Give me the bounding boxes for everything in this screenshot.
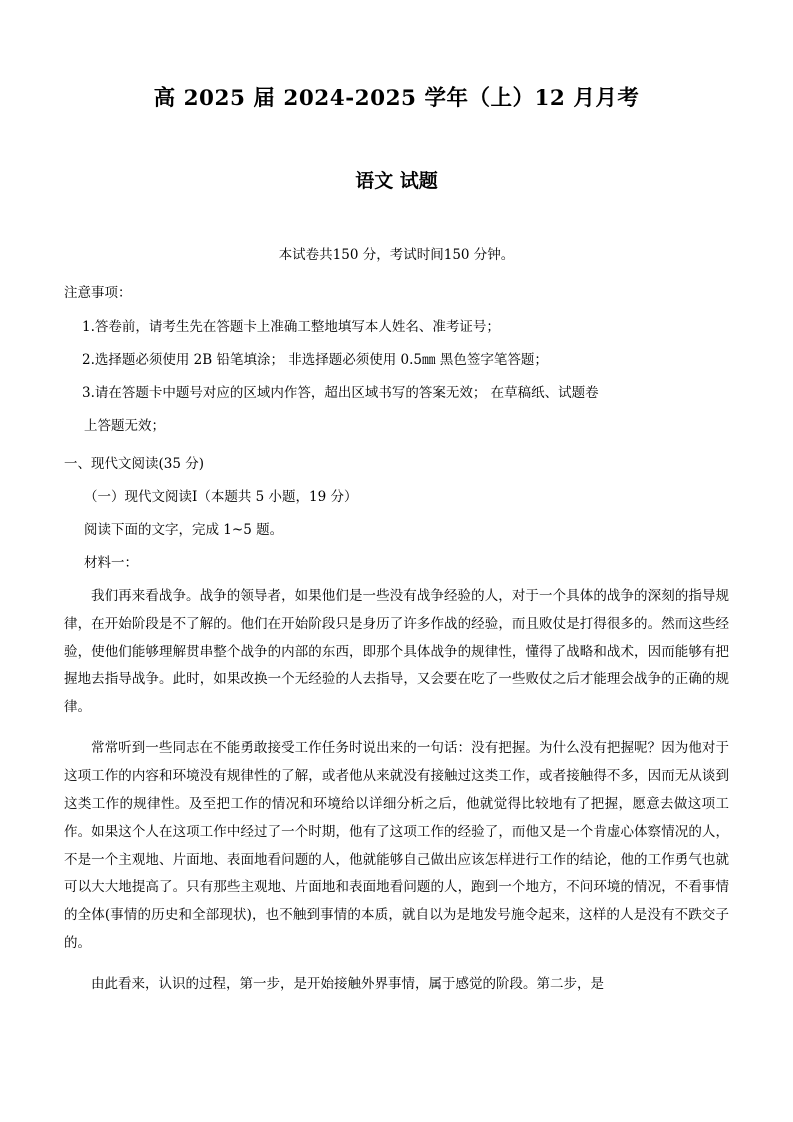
body-paragraph: 由此看来，认识的过程，第一步，是开始接触外界事情，属于感觉的阶段。第二步，是 bbox=[91, 976, 604, 993]
material-label: 材料一： bbox=[84, 555, 138, 572]
notice-heading: 注意事项： bbox=[64, 284, 132, 301]
notice-item: 2.选择题必须使用 2B 铅笔填涂； 非选择题必须使用 0.5㎜ 黑色签字笔答题； bbox=[82, 351, 548, 368]
body-paragraph: 我们再来看战争。战争的领导者，如果他们是一些没有战争经验的人，对于一个具体的战争的深刻的指导规律，在开始阶段是不了解的。他们在开始阶段只是身历了许多作战的经验，而且败仗是打得很多的。然而这些经验，使他们能够理解贯串整个战争的内部的东西，即那个具体战争的规律性，懂得了战略和战术，因而能够有把握地去指导战争。此时，如果改换一个无经验的人去指导，又会要在吃了一些败仗之后才能理会战争的正确的规律。 bbox=[64, 587, 729, 716]
body-paragraph: 常常听到一些同志在不能勇敢接受工作任务时说出来的一句话：没有把握。为什么没有把握呢？因为他对于这项工作的内容和环境没有规律性的了解，或者他从来就没有接触过这类工作，或者接触得不多，因而无从谈到这类工作的规律性。及至把工作的情况和环境给以详细分析之后，他就觉得比较地有了把握，愿意去做这项工作。如果这个人在这项工作中经过了一个时期，他有了这项工作的经验了，而他又是一个肯虚心体察情况的人，不是一个主观地、片面地、表面地看问题的人，他就能够自己做出应该怎样进行工作的结论，他的工作勇气也就可以大大地提高了。只有那些主观地、片面地和表面地看问题的人，跑到一个地方，不问环境的情况，不看事情的全体(事情的历史和全部现状)，也不触到事情的本质，就自以为是地发号施令起来，这样的人是没有不跌交子的。 bbox=[64, 740, 729, 952]
subject-title: 语文 试题 bbox=[355, 170, 438, 193]
subsection-heading: （一）现代文阅读Ⅰ（本题共 5 小题，19 分） bbox=[84, 489, 358, 506]
section-heading: 一、现代文阅读(35 分) bbox=[64, 455, 205, 472]
notice-item-continuation: 上答题无效； bbox=[84, 418, 165, 435]
notice-item: 3.请在答题卡中题号对应的区域内作答，超出区域书写的答案无效； 在草稿纸、试题卷 bbox=[82, 385, 599, 402]
reading-instruction: 阅读下面的文字，完成 1~5 题。 bbox=[84, 521, 284, 538]
page-title: 高 2025 届 2024-2025 学年（上）12 月月考 bbox=[153, 86, 640, 111]
exam-info: 本试卷共150 分，考试时间150 分钟。 bbox=[278, 246, 515, 263]
notice-item: 1.答卷前，请考生先在答题卡上准确工整地填写本人姓名、准考证号； bbox=[82, 318, 500, 335]
